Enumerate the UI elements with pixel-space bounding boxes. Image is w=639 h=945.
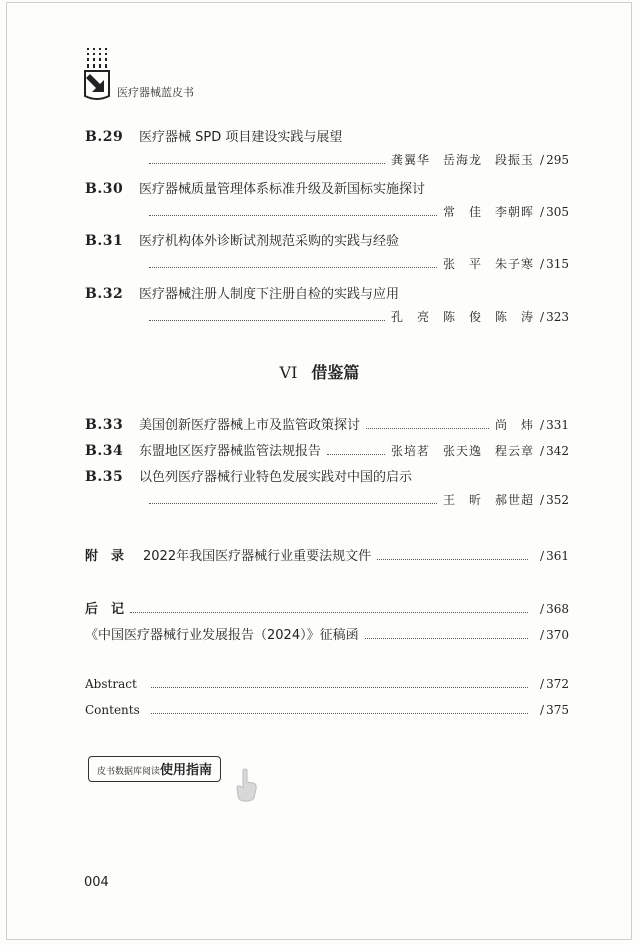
entry-title: 医疗器械 SPD 项目建设实践与展望 [139,130,343,145]
section-heading: VI 借鉴篇 [279,363,360,382]
leader-dots [130,612,528,613]
series-title: 医疗器械蓝皮书 [117,86,194,99]
afterword-label: 后 记 [85,602,125,617]
entry-title: 《中国医疗器械行业发展报告（2024）》征稿函 [85,628,359,643]
entry-page: / 305 [540,205,569,219]
abstract-label: Abstract [85,677,137,691]
leader-dots [149,320,385,321]
toc-entry-b35[interactable] [85,466,569,508]
toc-entry-b29[interactable] [85,126,569,168]
toc-entry-b30[interactable] [85,178,569,220]
entry-title: 美国创新医疗器械上市及监管政策探讨 [139,418,361,433]
leader-dots [149,163,385,164]
entry-page: / 342 [540,444,569,458]
leader-dots [365,638,528,639]
database-guide-badge[interactable]: 皮书数据库阅读使用指南 [88,756,221,782]
entry-title: 医疗器械质量管理体系标准升级及新国标实施探讨 [139,182,426,197]
entry-title: 东盟地区医疗器械监管法规报告 [139,444,322,459]
leader-dots [151,713,528,714]
entry-code: B.34 [85,443,124,459]
entry-page: / 315 [540,257,569,271]
entry-authors: 孔 亮 陈 俊 陈 涛 [390,310,535,324]
leader-dots [151,687,528,688]
entry-authors: 尚 炜 [495,418,535,432]
entry-page: / 375 [540,703,569,717]
entry-code: B.32 [85,286,124,302]
toc-entry-b33[interactable] [85,414,569,433]
entry-title: 2022年我国医疗器械行业重要法规文件 [143,549,372,564]
pointing-hand-icon [233,768,259,802]
entry-code: B.31 [85,233,124,249]
toc-entry-call[interactable] [85,624,569,643]
toc-entry-appendix[interactable] [85,545,569,564]
entry-title: 医疗机构体外诊断试剂规范采购的实践与经验 [139,234,400,249]
entry-authors: 龚翼华 岳海龙 段振玉 [390,153,535,167]
toc-entry-abstract[interactable] [85,677,569,691]
entry-page: / 352 [540,493,569,507]
entry-authors: 张培茗 张天逸 程云章 [390,444,535,458]
leader-dots [149,503,437,504]
entry-title: 以色列医疗器械行业特色发展实践对中国的启示 [139,470,413,485]
entry-title: 医疗器械注册人制度下注册自检的实践与应用 [139,287,400,302]
entry-code: B.30 [85,181,124,197]
leader-dots [366,428,489,429]
appendix-label: 附 录 [85,549,125,564]
entry-code: B.33 [85,417,124,433]
entry-code: B.35 [85,469,124,485]
entry-code: B.29 [85,129,124,145]
toc-entry-b32[interactable] [85,283,569,325]
leader-dots [149,215,437,216]
entry-authors: 王 昕 郝世超 [443,493,535,507]
entry-page: / 331 [540,418,569,432]
entry-page: / 295 [540,153,569,167]
entry-page: / 368 [540,602,569,616]
entry-authors: 张 平 朱子寒 [443,257,535,271]
entry-page: / 361 [540,549,569,563]
contents-label: Contents [85,703,140,717]
leader-dots [377,559,528,560]
entry-authors: 常 佳 李朝晖 [443,205,535,219]
toc-entry-afterword[interactable] [85,598,569,617]
leader-dots [327,454,385,455]
toc-entry-contents[interactable] [85,703,569,717]
leader-dots [149,267,437,268]
toc-entry-b31[interactable] [85,230,569,272]
page-number: 004 [84,875,109,890]
toc-entry-b34[interactable] [85,440,569,459]
entry-page: / 323 [540,310,569,324]
series-logo-icon [84,46,114,102]
entry-page: / 372 [540,677,569,691]
entry-page: / 370 [540,628,569,642]
